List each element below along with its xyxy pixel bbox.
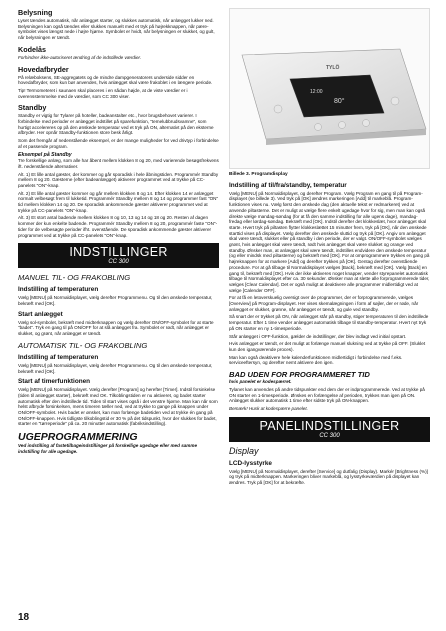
text-ugeprogrammering: Ved indstilling af fastetilbageindstillinger på forskellige ugedage eller med samme indstilling for alle ugedage. [18, 443, 198, 454]
left-column [18, 8, 219, 457]
heading-ugeprogrammering: UGEPROGRAMMERING [18, 431, 138, 444]
heading-timer: Start af timerfunktionen [18, 378, 91, 386]
text-tilfra-6: Man kan også deaktivere hele kalenderfunktionen midlertidigt i forbindelse med f.eks. serviceeftersyn, og derefter nemt aktivere den igen. [229, 354, 403, 366]
heading-belysning: Belysning [18, 8, 53, 17]
banner-title: PANELINDSTILLINGER [259, 418, 400, 433]
heading-indst-temp: Indstilling af temperaturen [18, 286, 99, 294]
heading-manuel: MANUEL TIL- OG FRAKOBLING [18, 273, 131, 283]
text-example-0: Tre forskellige anlæg, som alle har åbent mellem klokken 8 og 20, med varierende besøgsfrekvens ift. nedenstående alternativer. [18, 158, 219, 169]
banner-subtitle: CC 300 [319, 432, 340, 439]
text-hovedafbryder: På relæboksens, SE-aggregatets og de mindre dampgeneratorers underside sidder en hovedafbryder, som kun bør anvendes, hvis anlægget skal være frakoblet i en længere periode. [18, 74, 213, 86]
text-start: Vælg sol-symbolet, bekræft med midterknappen og vælg derefter ON/OFF-symbolet for at starte "badet". Tryk en gang til på ON/OFF for at slå anlægget fra. Symbolet er rødt, når anlægget er slukket, og grønt, når anlægget er tændt. [18, 319, 214, 337]
control-panel-photo [229, 8, 430, 169]
text-lcd: Vælg [MENU] på Normaldisplayet, derefter [Service] og dutfalig (Display). Markér [Brightness (%)] og tryk på midterknappen. Markeringen bliver markeblå, og lysstyrkeværdien på displayet kan ændres. Tryk på [OK] for at bekræfte. [229, 468, 428, 486]
banner-title: INDSTILLINGER [69, 245, 168, 260]
text-tilfra-3: Så snart der er trykket på ON, når anlægget står på standby, stiger temperaturen til den indstillede temperatur. Efter 1 time vender anlægget automatisk tilbage til standby-temperatur. Hvert nyt tryk på ON starter en ny 1-timesperiode. [229, 314, 429, 331]
text-belysning: Lyset tændes automatisk, når anlægget starter, og slukkes automatisk, når anlægget lukker ned. Belysningen kan også tændes eller slukkes manuelt med et tryk på højrekknappen, når pære-symbolet vises længst nede i højre hjørne. Symbolet er hvidt, når belysningen er slukket, og gult, når belysningen er tændt. [18, 18, 215, 41]
photo-brand-label: TYLÖ [326, 65, 340, 71]
right-column [229, 8, 430, 488]
text-standby-1: Standby er vigtig for Tylarer på hoteller, badeanstalter etc., hvor brugsbehovet varierer. I forbindelse med perioder er anlægget indstillet på sparefunktion, "temelubbrudsvamne", som hurtigt accelereres op på den ønskede temperatur ved et tryk på ON, alternativt på den eksterne afbryder. Her opnår Standby-funktionen store besk årligt. [18, 113, 214, 136]
banner-indstillinger [18, 243, 219, 268]
heading-kodelas: Kodelås [18, 44, 46, 54]
text-bad: Tylanet kan anvendes på andre tidspunkter end dem der er indprogrammerede. Ved at trykke på ON starter en 1-timesperiode. Ønskes en forlængelse af perioden, trykkes man igen på ON. Anlægget slukker automatisk 1 time efter sidste tryk på ON-knappen. [229, 386, 425, 404]
text-kodelas: Forhindrer ikke-autoriseret ændring af de indstillede værdier. [18, 54, 142, 60]
photo-caption: Billede 3. Programdisplay [229, 172, 288, 177]
text-example-1: Alt. 1) Et lille antal gæster, der kommer og går sporadisk i hele åbningstiden. Programmér Standby mellem 8 og 20. Gæsterne (efter badeanlægget) aktiverer programmet ved at trykke på CC-panelets "ON"-knap. [18, 171, 219, 188]
heading-bad: BAD UDEN FOR PROGRAMMERET TID [229, 370, 370, 380]
heading-lcd: LCD-lysstyrke [229, 459, 272, 467]
photo-screen-time: 12:00 [310, 89, 323, 95]
heading-hovedafbryder: Hovedafbryder [18, 64, 69, 74]
text-tilfra-1: Vælg [MENU] på Normaldisplayet, og derefter Program. Vælg Program en gang til på Program-displayet (se billede 3). Ved tryk på [OK] ændres markeringen [Add] til markeblå. Program-funktionen vises nu. Vælg først den ønskede dag (den aktuelle tekst er redmarkeret) ved at anvende piltasterne. Det er muligt at vælge flere enkelt ugedage hvor for sig, men man kan også direkte vælge mandag-søndag (for at få den samme indstilling for alle ugens dage), mandag-fredag eller lørdag-søndag. Bekræft med [OK]. Indstil derefter det klokkeslæt, hvor anlægget skal starte. Hvert tryk på piltasten flytter klokkeslættet 15 minutter frem, tryk på [OK], når den ønskede starttid vises på displayet. Vælg derefter den ønskede sluttid og tryk på [OK]. Angiv om anlægget skal være tændt, slukket eller på standby i den periode, der er valgt. ON/OFF-symbolet vælges grønt, hvis anlægget skal være tændt, rødt hvis anlægget skal være slukket og orange ved standby. Ønsker man, at anlægget skal være tændt, indstilles endvidere den ønskede temperatur (og eller mindsk med piltasterne) og bekræft med [OK]. For at omprogrammere trykkes en gang på højreknappen for at markere [Add] og derefter trykkes på [OK]. Gentag derefter ovenstående procedure. For at gå tilbage til Normaldisplayet vælges [Back], bekræft med [OK]. Vælg [Back] en gang til, bekræft med [OK]. Hvis der ikke aktiveres noget knapper, vender styrepanelet automatisk tilbage til Normaldisplayet efter ca. 30 sekunder. Ønsker man at slette alle forprogrammerede tider, vælges [Clear Calendar]. Det er også muligt at deaktivere alle programmer midlertidigt ved at vælge [Calender OFF]. [229, 190, 430, 293]
heading-tilfra: Indstilling af til/fra/standby, temperatur [229, 181, 347, 189]
photo-screen-temp: 80° [334, 98, 345, 105]
heading-auto: AUTOMATISK TIL- OG FRAKOBLING [18, 340, 148, 350]
heading-start: Start anlægget [18, 310, 63, 318]
page-number: 18 [18, 612, 30, 623]
text-timer: Vælg [MENU] på Normaldisplayet. Vælg derefter [Program] og herefter [Timer]. Indstil forsinkelse (tiden til anlægget starter), bekræft med OK. Tilkoblingstiden er nu aktiveret, og badet starter automatisk efter den indstillede tid. Tiden til start vises også i det venstre hjørne. Man kan når som helst afbryde forsinkelsen, mens timeren tæller ned, ved at trykke to gange på knappen under ON/OFF-symbolet. Hvis badet er ønsket, kan man forlænge badetiden ved at trykke én gang på ON/OFF-knappen. Hvis tidligste tilkoblingstid er 30 % på det tidspunkt, hvor der slukkes for badet, starter en "tørreperiode" på ca. 20 minutter automatisk (fabriksindstilling). [18, 387, 218, 427]
control-panel-illustration [230, 9, 430, 169]
text-indst-temp: Vælg [MENU] på Normaldisplayet, vælg derefter Programmenu. Og til den ønskede temperatur, bekræft med [OK]. [18, 295, 213, 306]
text-tilfra-5: Hvis anlægget er tændt, er det muligt at forlænge manuel slukning ved at trykke på OFF. (Sluklet kun den igangværende proces). [229, 341, 426, 352]
banner-subtitle: CC 300 [108, 259, 129, 266]
text-tip: Tip! Termometeret i saunaen skal placeres i en sådan højde, at de viste værdier er i overensstemmelse med de værdier, som CC 300 viser. [18, 87, 188, 99]
subheading-bad: hvis panelet er kodespærret. [229, 379, 292, 385]
heading-auto-temp: Indstilling af temperaturen [18, 353, 99, 361]
text-auto-temp: Vælg [MENU] på Normaldisplayet, vælg derefter Programmenu. Og til den ønskede temperatur, bekræft med [OK]. [18, 362, 213, 374]
text-tilfra-4: Står anlægget i OFF-funktion, gælder de indstillinger, der blev indlagt ved initial opstart. [229, 333, 407, 339]
text-bad-note: Bemærk! Husk at kodespærre panelet. [229, 405, 308, 411]
heading-standby: Standby [18, 103, 47, 113]
text-standby-2: Som det fremgår af nedenstående eksempel, er der mange muligheder for ved drivtyp i forbindelse af et passende program. [18, 138, 219, 149]
heading-eksempel: Eksempel på Standby [18, 151, 72, 158]
text-example-3: Alt. 3) Et stort antal badende mellem klokken 8 og 10, 13 og 14 og 18 og 20. Resten af dagen kommer der kun enkelte badende. Programmér Standby mellem 8 og 20, programmér faste "ON"-tider for de velbesøgte perioder ifht. ovenstående. De sporadisk ankommende gæster aktiverer programmet ved at trykke på CC-panelets "ON"-knap. [18, 215, 218, 238]
text-tilfra-2: For at få en letoverskuelig oversigt over de programmer, der er forprogrammerede, vælges [Overview] på Program-displayet. Her vises skemalægningen i form af søjler, der er røde, når anlægget er slukket, grønne, når anlægget er tændt, og gule ved standby. [229, 295, 419, 312]
banner-panelindstillinger [229, 417, 430, 442]
heading-display: Display [229, 445, 259, 456]
text-example-2: Alt. 2) Et lille antal gæster kommer og går mellem klokken 8 og 14. Efter klokken 14 er anlægget normalt velbesøgt frem til lukketid. Programmér Standby mellem 8 og 14 og programmer fast "ON" tid mellem klokken 14 og 20. De sporadisk ankommende gæster aktiverer programmet ved at trykke på CC-panelets "ON"-knap. [18, 190, 219, 213]
